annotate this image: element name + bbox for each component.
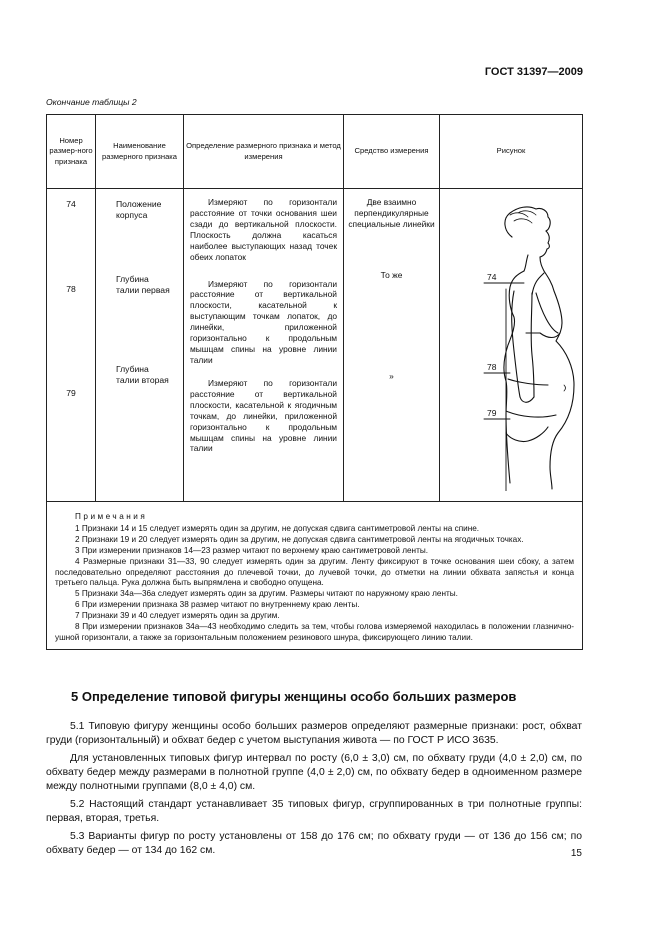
note-item: 7 Признаки 39 и 40 следует измерять один за другим. [75, 611, 280, 621]
head-outline [505, 207, 550, 237]
definition-cell [184, 189, 344, 502]
notes-row [47, 502, 583, 650]
front-outline [544, 271, 574, 489]
row-name-74: Положение корпуса [116, 199, 162, 220]
paragraph: Для установленных типовых фигур интервал по росту (6,0 ± 3,0) см, по обхвату груди (4,0 ± 2,0) см, по обхвату бедер между размерами в полнотной группе (4,0 ± 2,0) см, по обхвату бедер в одноименном размере между полнотными группами (8,0 ± 4,0) см. [46, 752, 582, 793]
row-number-78: 78 [66, 284, 76, 294]
label-79: 79 [487, 408, 497, 418]
row-definition-78: Измеряют по горизонтали расстояние от вертикальной плоскости, касательной к выступающим точкам лопаток, до линейки, приложенной горизонтально к продольным мышцам спины на уровне линии талии [190, 278, 337, 365]
paragraph: 5.2 Настоящий стандарт устанавливает 35 типовых фигур, сгруппированных в три полнотные группы: первая, вторая, третья. [46, 798, 582, 825]
standard-header: ГОСТ 31397—2009 [484, 66, 583, 78]
waist-line [508, 379, 548, 385]
notes-cell [47, 502, 583, 650]
female-torso-figure [440, 201, 583, 491]
section-title: 5 Определение типовой фигуры женщины особо больших размеров [71, 689, 517, 704]
notes-title: Примечания [75, 512, 148, 521]
name-cell [96, 189, 184, 502]
note-item: 8 При измерении признаков 34а—43 необходимо следить за тем, чтобы голова измеряемой находилась в положении глазнично-ушной горизонтали, а также за горизонтальным положением резинового шнура, фиксирующего линию талии. [55, 622, 574, 642]
arm-front [531, 293, 534, 397]
note-item: 1 Признаки 14 и 15 следует измерять один за другим, не допуская сдвига сантиметровой ленты на спине. [75, 523, 480, 533]
section-body [46, 720, 582, 858]
hand [520, 397, 534, 402]
note-item: 5 Признаки 34а—36а следует измерять один за другим. Размеры читают по наружному краю ленты. [75, 589, 458, 599]
neck-back [524, 255, 528, 271]
bra-strap [532, 273, 544, 295]
paragraph: 5.3 Варианты фигур по росту установлены от 158 до 176 см; по обхвату груди — от 136 до 156 см; по обхвату бедер — от 134 до 162 см. [46, 830, 582, 856]
row-definition-74: Измеряют по горизонтали расстояние от точки основания шеи сзади до вертикальной плоскости. Плоскость должна касаться наиболее выступающих назад точек обеих лопаток [190, 197, 337, 262]
row-number-74: 74 [66, 199, 76, 209]
note-item: 4 Размерные признаки 31—33, 90 следует измерять один за другим. Ленту фиксируют в точке основания шеи сбоку, а затем последовательно определяют расстояния до плечевой точки, до лучевой точки, до отметки на линии обхвата запястья и конца третьего пальца. Рука должна быть выпрямлена и свободно опущена. [55, 556, 574, 588]
navel [564, 385, 566, 391]
row-name-79: Глубина талии вторая [116, 363, 169, 385]
row-means-78: То же [380, 269, 403, 280]
hair-strokes [510, 211, 536, 223]
neck-front [540, 257, 544, 271]
label-78: 78 [487, 362, 497, 372]
notes-block [47, 502, 582, 649]
label-74: 74 [487, 272, 497, 282]
col-header-means: Средство измерения [344, 115, 440, 189]
col-header-name: Наименование размерного признака [96, 115, 184, 189]
figure-cell [440, 189, 583, 502]
note-item: 3 При измерении признаков 14—23 размер читают по верхнему краю сантиметровой ленты. [75, 545, 428, 555]
row-means-79: » [389, 370, 394, 381]
row-number-79: 79 [66, 388, 76, 398]
row-name-78: Глубина талии первая [116, 274, 170, 296]
row-means-74: Две взаимно перпендикулярные специальные линейки [348, 197, 435, 229]
number-cell [47, 189, 96, 502]
page-number: 15 [570, 848, 582, 859]
row-definition-79: Измеряют по горизонтали расстояние от вертикальной плоскости, касательной к ягодичным точкам, до линейки, приложенной горизонтально к продольным мышцам спины на уровне линии талии [190, 377, 337, 454]
underwear-lines [506, 411, 556, 442]
table-caption: Окончание таблицы 2 [46, 97, 137, 107]
paragraph: 5.1 Типовую фигуру женщины особо больших размеров определяют размерные признаки: рост, обхват груди (горизонтальный) и обхват бедер с учетом выступания живота — по ГОСТ Р ИСО 3635. [46, 721, 582, 747]
table-header-row [47, 115, 583, 189]
note-item: 2 Признаки 19 и 20 следует измерять один за другим, не допуская сдвига сантиметровой ленты на ягодичных точках. [75, 534, 524, 544]
measurements-table [46, 114, 583, 650]
face-profile [540, 231, 549, 257]
back-outline [504, 271, 524, 483]
col-header-figure: Рисунок [440, 115, 583, 189]
table-row [47, 189, 583, 502]
note-item: 6 При измерении признака 38 размер читают по внутреннему краю ленты. [75, 600, 360, 610]
means-cell [344, 189, 440, 502]
col-header-definition: Определение размерного признака и метод измерения [184, 115, 344, 189]
col-header-number: Номер размер-ного признака [47, 115, 96, 189]
